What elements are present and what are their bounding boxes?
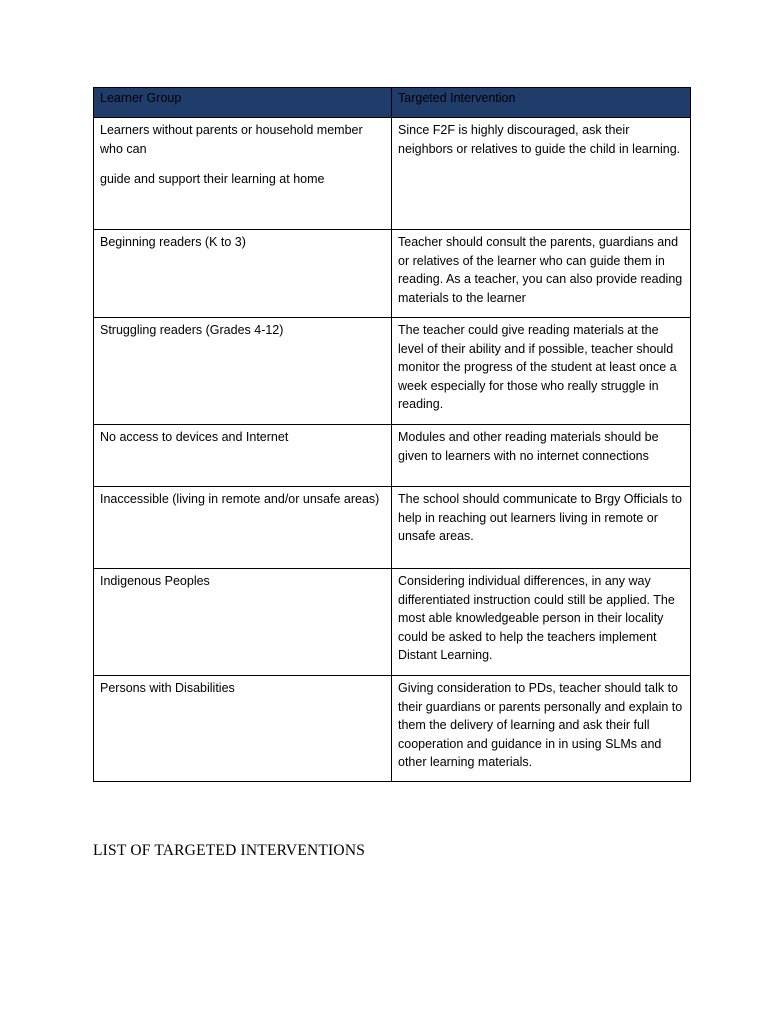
intervention-cell: Giving consideration to PDs, teacher should talk to their guardians or parents personally and explain to them the delivery of learning and ask their full cooperation and guidance in in using SLMs and other learning materials. bbox=[392, 676, 691, 782]
table-row bbox=[94, 676, 691, 782]
intervention-cell: Since F2F is highly discouraged, ask their neighbors or relatives to guide the child in learning. bbox=[392, 118, 691, 230]
learner-group-cell bbox=[94, 118, 392, 230]
targeted-interventions-table bbox=[93, 87, 691, 782]
table-row bbox=[94, 118, 691, 230]
header-learner-group: Learner Group bbox=[94, 88, 392, 118]
learner-group-cell: Beginning readers (K to 3) bbox=[94, 230, 392, 318]
learner-group-cell: No access to devices and Internet bbox=[94, 425, 392, 487]
learner-group-cell: Inaccessible (living in remote and/or unsafe areas) bbox=[94, 487, 392, 569]
table-row bbox=[94, 230, 691, 318]
intervention-cell: Modules and other reading materials should be given to learners with no internet connections bbox=[392, 425, 691, 487]
table-row bbox=[94, 569, 691, 676]
learner-group-text-continued: guide and support their learning at home bbox=[100, 172, 325, 186]
intervention-cell: The teacher could give reading materials at the level of their ability and if possible, teacher should monitor the progress of the student at least once a week especially for those who really struggle in reading. bbox=[392, 318, 691, 425]
document-caption: LIST OF TARGETED INTERVENTIONS bbox=[93, 842, 366, 859]
table-header bbox=[94, 88, 691, 118]
learner-group-cell: Struggling readers (Grades 4-12) bbox=[94, 318, 392, 425]
table-row bbox=[94, 487, 691, 569]
intervention-cell: Teacher should consult the parents, guardians and or relatives of the learner who can guide them in reading. As a teacher, you can also provide reading materials to the learner bbox=[392, 230, 691, 318]
header-row bbox=[94, 88, 691, 118]
intervention-cell: The school should communicate to Brgy Officials to help in reaching out learners living in remote or unsafe areas. bbox=[392, 487, 691, 569]
learner-group-cell: Persons with Disabilities bbox=[94, 676, 392, 782]
intervention-cell: Considering individual differences, in any way differentiated instruction could still be applied. The most able knowledgeable person in their locality could be asked to help the teachers implement Distant Learning. bbox=[392, 569, 691, 676]
table-row bbox=[94, 318, 691, 425]
learner-group-cell: Indigenous Peoples bbox=[94, 569, 392, 676]
table-row bbox=[94, 425, 691, 487]
learner-group-text: Learners without parents or household member who can bbox=[100, 123, 363, 156]
header-targeted-intervention: Targeted Intervention bbox=[392, 88, 691, 118]
